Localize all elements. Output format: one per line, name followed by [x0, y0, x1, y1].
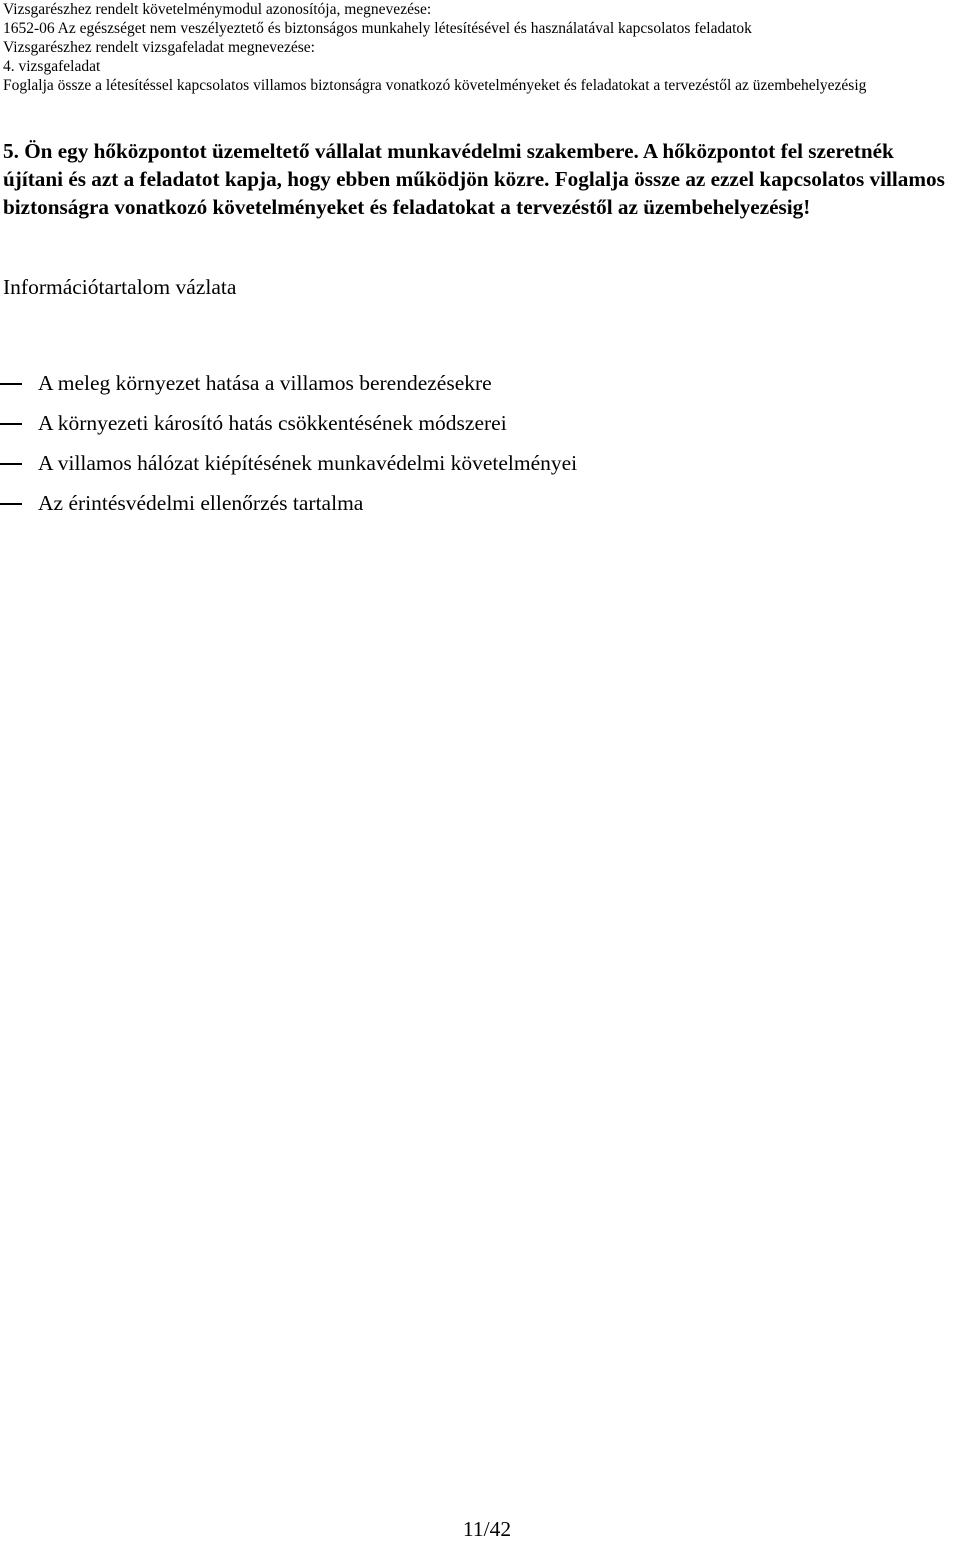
dash-bullet [0, 503, 22, 505]
dash-bullet [0, 383, 22, 385]
module-value: 1652-06 Az egészséget nem veszélyeztető és biztonságos munkahely létesítésével és használatával kapcsolatos feladatok [3, 20, 752, 37]
document-header [3, 0, 953, 95]
list-item-text: A környezeti károsító hatás csökkentésének módszerei [38, 411, 507, 435]
list-item [0, 409, 955, 449]
task-heading: 5. Ön egy hőközpontot üzemeltető vállalat munkavédelmi szakembere. A hőközpontot fel szeretnék újítani és azt a feladatot kapja, hogy ebben működjön közre. Foglalja össze az ezzel kapcsolatos villamos biztonságra vonatkozó követelményeket és feladatokat a tervezéstől az üzembehelyezésig! [3, 139, 945, 219]
outline-label: Információtartalom vázlata [3, 275, 237, 299]
page-number: 11/42 [462, 1517, 512, 1541]
task-description: Foglalja össze a létesítéssel kapcsolatos villamos biztonságra vonatkozó követelményeket és feladatokat a tervezéstől az üzembehelyezésig [3, 77, 867, 94]
list-item-text: A villamos hálózat kiépítésének munkavédelmi követelményei [38, 451, 578, 475]
task-label: Vizsgarészhez rendelt vizsgafeladat megnevezése: [3, 39, 315, 56]
list-item [0, 449, 955, 489]
task-value: 4. vizsgafeladat [3, 58, 101, 75]
list-item [0, 489, 955, 529]
list-item-text: A meleg környezet hatása a villamos berendezésekre [38, 371, 492, 395]
dash-bullet [0, 423, 22, 425]
list-item [0, 369, 955, 409]
module-label: Vizsgarészhez rendelt követelménymodul azonosítója, megnevezése: [3, 1, 432, 18]
outline-list [0, 369, 955, 529]
list-item-text: Az érintésvédelmi ellenőrzés tartalma [38, 491, 364, 515]
dash-bullet [0, 463, 22, 465]
